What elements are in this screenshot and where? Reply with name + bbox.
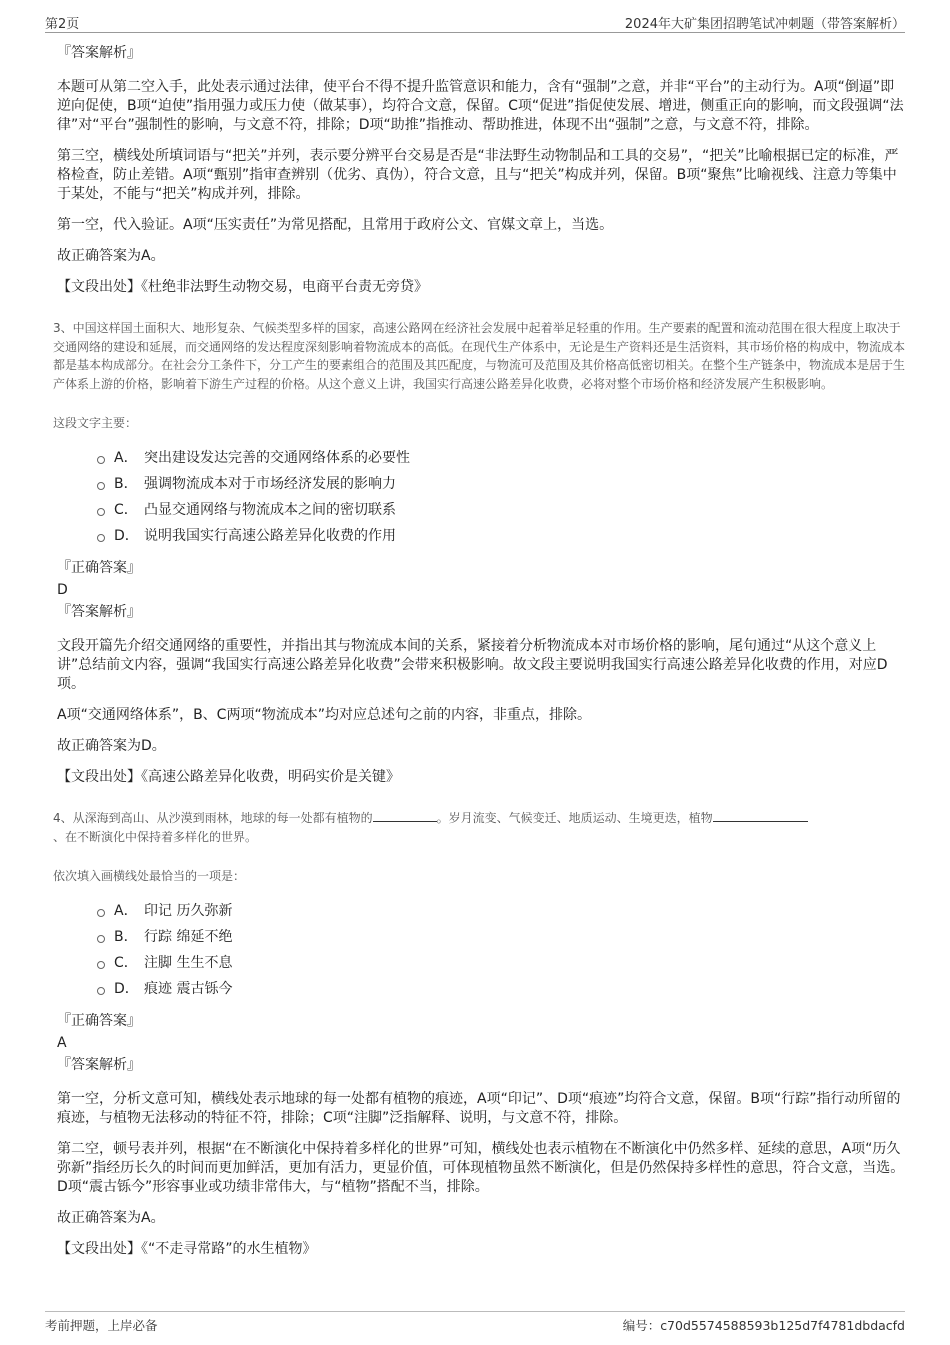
page-footer (45, 1311, 905, 1336)
final-answer: 故正确答案为A。 (57, 1210, 165, 1226)
question-4-prompt: 依次填入画横线处最恰当的一项是： (53, 869, 246, 883)
analysis-paragraph: A项“交通网络体系”，B、C两项“物流成本”均对应总述句之前的内容，非重点，排除。 (57, 707, 591, 723)
option-a[interactable]: A． 印记 历久弥新 (97, 898, 905, 924)
option-c[interactable]: C． 凸显交通网络与物流成本之间的密切联系 (97, 497, 905, 523)
analysis-paragraph: 第一空，分析文意可知，横线处表示地球的每一处都有植物的痕迹，A项“印记”、D项“痕迹”均符合文意，保留。B项“行踪”指行动所留的痕迹，与植物无法移动的特征不符，排除；C项“注脚”泛指解释、说明，与文意不符，排除。 (57, 1091, 901, 1126)
radio-icon[interactable] (97, 482, 105, 490)
correct-answer-value: D (57, 582, 68, 598)
blank-line-1 (373, 809, 437, 822)
final-answer: 故正确答案为D。 (57, 738, 166, 754)
option-b[interactable]: B． 行踪 绵延不绝 (97, 924, 905, 950)
analysis-label: 『答案解析』 (57, 45, 141, 61)
analysis-label: 『答案解析』 (57, 604, 141, 620)
analysis-paragraph: 第一空，代入验证。A项“压实责任”为常见搭配，且常用于政府公文、官媒文章上，当选。 (57, 217, 614, 233)
question-3-stem: 3、中国这样国土面积大、地形复杂、气候类型多样的国家，高速公路网在经济社会发展中起着举足轻重的作用。生产要素的配置和流动范围在很大程度上取决于交通网络的建设和延展，而交通网络的发达程度深刻影响着物流成本的高低。在现代生产体系中，无论是生产资料还是生活资料，其市场价格的构成中，物流成本都是基本构成部分。在社会分工条件下，分工产生的要素组合的范围及其匹配度，与物流可及范围及其价格高低密切相关。在整个生产链条中，物流成本是居于生产体系上游的价格，影响着下游生产过程的价格。从这个意义上讲，我国实行高速公路差异化收费，必将对整个市场价格和经济发展产生积极影响。 (53, 321, 906, 391)
blank-line-2 (713, 809, 808, 822)
radio-icon[interactable] (97, 987, 105, 995)
document-id: 编号：c70d5574588593b125d7f4781dbdacfd (622, 1318, 905, 1333)
radio-icon[interactable] (97, 935, 105, 943)
option-b[interactable]: B． 强调物流成本对于市场经济发展的影响力 (97, 471, 905, 497)
radio-icon[interactable] (97, 508, 105, 516)
document-body (53, 36, 906, 1259)
correct-answer-label: 『正确答案』 (57, 1013, 141, 1029)
question-4-stem: 4、从深海到高山、从沙漠到雨林，地球的每一处都有植物的 。岁月流变、气候变迁、地质运动、生境更迭，植物 、在不断演化中保持着多样化的世界。 (53, 809, 905, 846)
question-4-options (97, 898, 905, 1002)
source-citation: 【文段出处】《高速公路差异化收费，明码实价是关键》 (57, 769, 400, 785)
page-header (45, 10, 905, 33)
correct-answer-label: 『正确答案』 (57, 560, 141, 576)
radio-icon[interactable] (97, 534, 105, 542)
analysis-paragraph: 本题可从第二空入手，此处表示通过法律，使平台不得不提升监管意识和能力，含有“强制”之意，并非“平台”的主动行为。A项“倒逼”即逆向促使，B项“迫使”指用强力或压力使（做某事），均符合文意，保留。C项“促进”指促使发展、增进，侧重正向的影响，而文段强调“法律”对“平台”强制性的影响，与文意不符，排除；D项“助推”指推动、帮助推进，体现不出“强制”之意，与文意不符，排除。 (57, 79, 904, 133)
radio-icon[interactable] (97, 961, 105, 969)
option-c[interactable]: C． 注脚 生生不息 (97, 950, 905, 976)
option-a[interactable]: A． 突出建设发达完善的交通网络体系的必要性 (97, 445, 905, 471)
analysis-paragraph: 第二空，顿号表并列，根据“在不断演化中保持着多样化的世界”可知，横线处也表示植物在不断演化中仍然多样、延续的意思，A项“历久弥新”指经历长久的时间而更加鲜活，更加有活力，更显价值，可体现植物虽然不断演化，但是仍然保持多样性的意思，符合文意，当选。D项“震古铄今”形容事业或功绩非常伟大，与“植物”搭配不当，排除。 (57, 1141, 905, 1195)
source-citation: 【文段出处】《“不走寻常路”的水生植物》 (57, 1241, 317, 1257)
question-3-prompt: 这段文字主要： (53, 416, 138, 430)
option-d[interactable]: D． 痕迹 震古铄今 (97, 976, 905, 1002)
footer-slogan: 考前押题，上岸必备 (45, 1318, 158, 1333)
question-3-options (97, 445, 905, 549)
page-number: 第2页 (45, 17, 80, 32)
correct-answer-value: A (57, 1035, 67, 1051)
analysis-label: 『答案解析』 (57, 1057, 141, 1073)
analysis-paragraph: 第三空，横线处所填词语与“把关”并列，表示要分辨平台交易是否是“非法野生动物制品和工具的交易”，“把关”比喻根据已定的标准，严格检查，防止差错。A项“甄别”指审查辨别（优劣、真伪），符合文意，且与“把关”构成并列，保留。B项“聚焦”比喻视线、注意力等集中于某处，不能与“把关”构成并列，排除。 (57, 148, 899, 202)
option-d[interactable]: D． 说明我国实行高速公路差异化收费的作用 (97, 523, 905, 549)
radio-icon[interactable] (97, 456, 105, 464)
source-citation: 【文段出处】《杜绝非法野生动物交易，电商平台责无旁贷》 (57, 279, 428, 295)
document-title: 2024年大矿集团招聘笔试冲刺题（带答案解析） (624, 17, 905, 32)
analysis-paragraph: 文段开篇先介绍交通网络的重要性，并指出其与物流成本间的关系，紧接着分析物流成本对市场价格的影响，尾句通过“从这个意义上讲”总结前文内容，强调“我国实行高速公路差异化收费”会带来积极影响。故文段主要说明我国实行高速公路差异化收费的作用，对应D项。 (57, 638, 888, 692)
radio-icon[interactable] (97, 909, 105, 917)
final-answer: 故正确答案为A。 (57, 248, 165, 264)
